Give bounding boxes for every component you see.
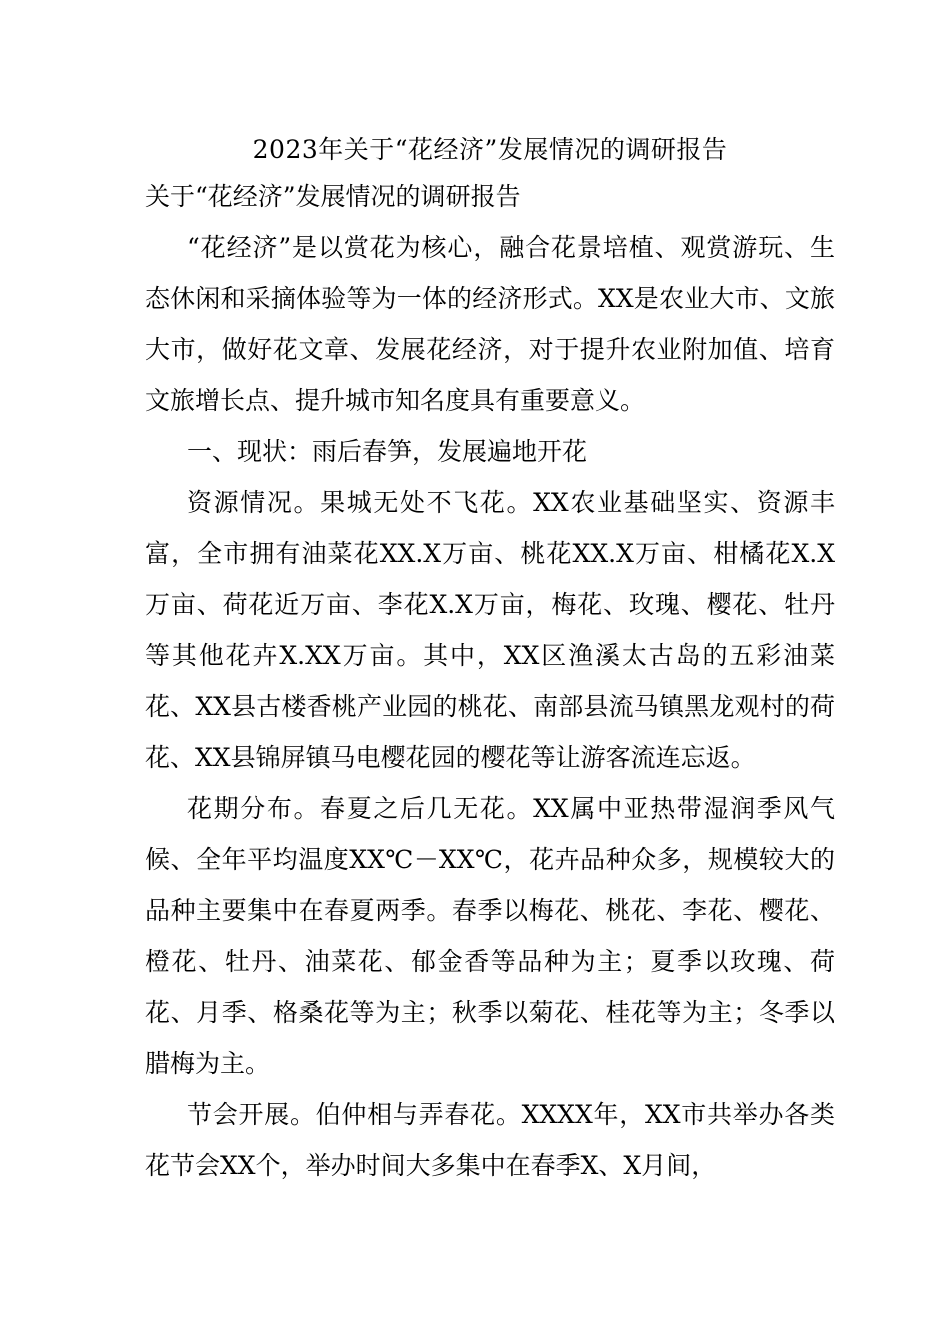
document-page	[145, 128, 835, 1191]
intro-paragraph: “花经济”是以赏花为核心，融合花景培植、观赏游玩、生态休闲和采摘体验等为一体的经济形式。XX是农业大市、文旅大市，做好花文章、发展花经济，对于提升农业附加值、培育文旅增长点、提升城市知名度具有重要意义。	[145, 233, 835, 415]
document-title: 2023年关于“花经济”发展情况的调研报告	[252, 135, 728, 164]
festivals-paragraph: 节会开展。伯仲相与弄春花。XXXX年，XX市共举办各类花节会XX个，举办时间大多集中在春季X、X月间，	[145, 1100, 835, 1180]
document-subtitle: 关于“花经济”发展情况的调研报告	[145, 182, 521, 211]
flowering-paragraph: 花期分布。春夏之后几无花。XX属中亚热带湿润季风气候、全年平均温度XX℃－XX℃，花卉品种众多，规模较大的品种主要集中在春夏两季。春季以梅花、桃花、李花、樱花、橙花、牡丹、油菜花、郁金香等品种为主；夏季以玫瑰、荷花、月季、格桑花等为主；秋季以菊花、桂花等为主；冬季以腊梅为主。	[145, 794, 835, 1078]
resources-paragraph: 资源情况。果城无处不飞花。XX农业基础坚实、资源丰富，全市拥有油菜花XX.X万亩、桃花XX.X万亩、柑橘花X.X万亩、荷花近万亩、李花X.X万亩，梅花、玫瑰、樱花、牡丹等其他花卉X.XX万亩。其中，XX区渔溪太古岛的五彩油菜花、XX县古楼香桃产业园的桃花、南部县流马镇黑龙观村的荷花、XX县锦屏镇马电樱花园的樱花等让游客流连忘返。	[145, 488, 835, 772]
section-heading: 一、现状：雨后春笋，发展遍地开花	[187, 437, 588, 466]
